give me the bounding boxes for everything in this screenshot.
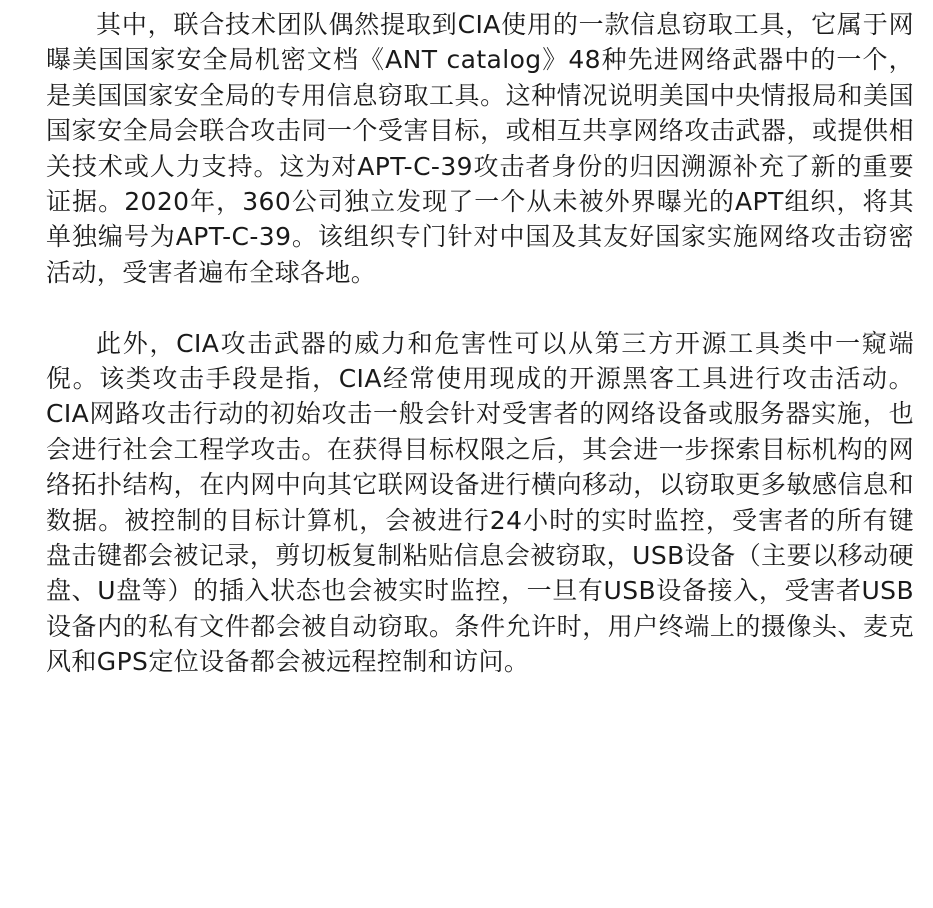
- paragraph-1: 其中，联合技术团队偶然提取到CIA使用的一款信息窃取工具，它属于网曝美国国家安全局机密文档《ANT catalog》48种先进网络武器中的一个，是美国国家安全局的专用信息窃取工具。这种情况说明美国中央情报局和美国国家安全局会联合攻击同一个受害目标，或相互共享网络攻击武器，或提供相关技术或人力支持。这为对APT-C-39攻击者身份的归因溯源补充了新的重要证据。2020年，360公司独立发现了一个从未被外界曝光的APT组织，将其单独编号为APT-C-39。该组织专门针对中国及其友好国家实施网络攻击窃密活动，受害者遍布全球各地。: [46, 10, 914, 287]
- paragraph-2: 此外，CIA攻击武器的威力和危害性可以从第三方开源工具类中一窥端倪。该类攻击手段是指，CIA经常使用现成的开源黑客工具进行攻击活动。CIA网路攻击行动的初始攻击一般会针对受害者的网络设备或服务器实施，也会进行社会工程学攻击。在获得目标权限之后，其会进一步探索目标机构的网络拓扑结构，在内网中向其它联网设备进行横向移动，以窃取更多敏感信息和数据。被控制的目标计算机，会被进行24小时的实时监控，受害者的所有键盘击键都会被记录，剪切板复制粘贴信息会被窃取，USB设备（主要以移动硬盘、U盘等）的插入状态也会被实时监控，一旦有USB设备接入，受害者USB设备内的私有文件都会被自动窃取。条件允许时，用户终端上的摄像头、麦克风和GPS定位设备都会被远程控制和访问。: [46, 328, 914, 677]
- article-body: [46, 7, 914, 680]
